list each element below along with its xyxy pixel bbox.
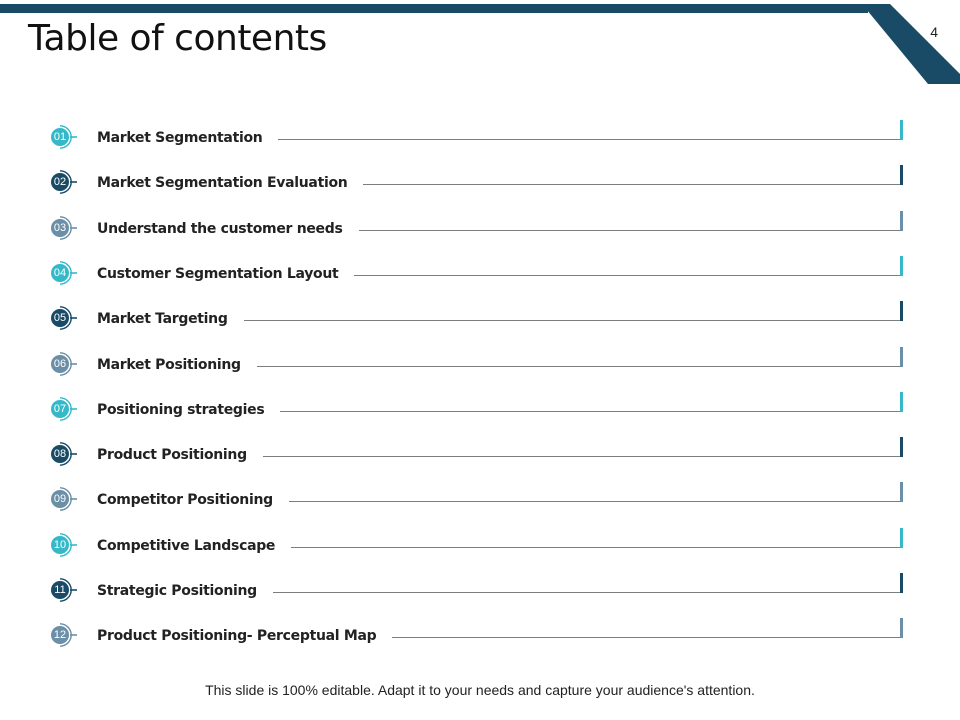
toc-item[interactable] [0,478,960,523]
leader-line [392,637,902,638]
end-marker [900,528,903,548]
leader-line [263,456,902,457]
end-marker [900,437,903,457]
toc-item-label: Competitive Landscape [97,537,276,554]
toc-item-label: Market Positioning [97,356,241,373]
toc-item-label: Competitor Positioning [97,492,273,509]
toc-item[interactable] [0,433,960,478]
toc-item-label: Market Segmentation [97,130,263,146]
number-badge [48,533,76,561]
number-badge [48,487,76,515]
number-badge [48,170,76,198]
badge-number: 10 [53,538,67,551]
toc-item[interactable] [0,116,960,161]
toc-item-label: Market Targeting [97,311,228,328]
number-badge [48,306,76,334]
badge-number: 04 [53,266,67,279]
toc-item[interactable] [0,252,960,297]
end-marker [900,573,903,593]
toc-item-label: Positioning strategies [97,401,265,418]
badge-number: 03 [53,221,67,234]
number-badge [48,352,76,380]
toc-item[interactable] [0,524,960,569]
badge-number: 02 [53,176,67,189]
toc-item[interactable] [0,569,960,614]
toc-item-label: Product Positioning- Perceptual Map [97,628,377,645]
leader-line [280,411,902,412]
leader-line [273,592,902,593]
end-marker [900,618,903,638]
badge-number: 05 [53,312,67,325]
badge-number: 01 [53,131,67,143]
number-badge [48,578,76,606]
end-marker [900,256,903,276]
number-badge [48,397,76,425]
badge-number: 06 [53,357,67,370]
toc-item[interactable] [0,343,960,388]
leader-line [278,139,902,140]
toc-item-label: Customer Segmentation Layout [97,265,339,282]
leader-line [289,501,902,502]
number-badge [48,623,76,651]
toc-item-label: Strategic Positioning [97,583,257,599]
number-badge [48,125,76,153]
end-marker [900,347,903,367]
badge-number: 07 [53,402,67,415]
page-title: Table of contents [28,18,327,59]
end-marker [900,301,903,321]
number-badge [48,442,76,470]
toc-item[interactable] [0,614,960,659]
page-number: 4 [930,24,938,40]
end-marker [900,211,903,231]
end-marker [900,120,903,140]
toc-item[interactable] [0,207,960,252]
leader-line [257,366,902,367]
leader-line [359,230,902,231]
toc-item-label: Product Positioning [97,447,247,464]
leader-line [291,547,902,548]
end-marker [900,165,903,185]
badge-number: 11 [54,584,66,596]
toc-item[interactable] [0,388,960,433]
toc-item-label: Market Segmentation Evaluation [97,175,348,192]
badge-number: 12 [53,629,67,642]
badge-number: 09 [53,493,67,506]
end-marker [900,392,903,412]
footer-note: This slide is 100% editable. Adapt it to your needs and capture your audience's attention. [205,682,755,698]
badge-number: 08 [53,448,67,461]
leader-line [363,184,902,185]
leader-line [354,275,902,276]
leader-line [244,320,902,321]
toc-item-label: Understand the customer needs [97,220,343,237]
number-badge [48,216,76,244]
toc-item[interactable] [0,297,960,342]
toc-item[interactable] [0,161,960,206]
number-badge [48,261,76,289]
end-marker [900,482,903,502]
